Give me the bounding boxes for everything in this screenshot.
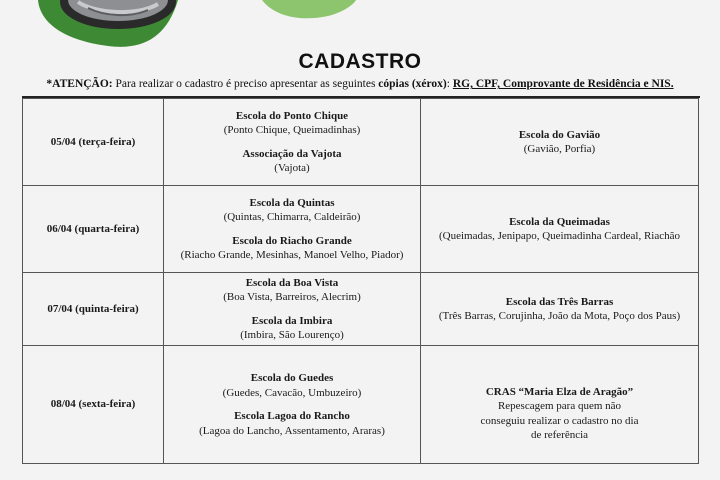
page-title: CADASTRO: [298, 50, 422, 73]
notice-line: [0, 78, 720, 90]
venue-name: Escola Lagoa do Rancho: [234, 410, 350, 422]
venue-name: Escola do Gavião: [518, 128, 601, 141]
header-decoration-graphic: [0, 0, 720, 50]
notice-emphasis: cópias (xérox): [378, 78, 447, 90]
notice-colon: :: [446, 78, 453, 90]
venue-name: Escola da Boa Vista: [245, 276, 339, 289]
venue: [423, 215, 696, 244]
venue-areas: (Quintas, Chimarra, Caldeirão): [223, 211, 361, 223]
venue-areas: (Boa Vista, Barreiros, Alecrim): [223, 291, 361, 303]
venue-areas: (Lagoa do Lancho, Assentamento, Araras): [199, 424, 385, 437]
table-row: [23, 346, 699, 464]
venues-cell: [164, 99, 421, 186]
venue: [423, 295, 696, 324]
venue-name: Associação da Vajota: [242, 147, 342, 160]
venue: [166, 409, 418, 438]
venue-name: Escola do Riacho Grande: [232, 234, 352, 247]
schedule-table: [22, 98, 699, 464]
venue: [166, 196, 418, 225]
venues-cell: [421, 273, 699, 346]
venues-cell: [421, 346, 699, 464]
venue-areas: (Queimadas, Jenipapo, Queimadinha Cardeal, Riachão: [438, 230, 680, 242]
venues-cell: [164, 346, 421, 464]
table-row: [23, 273, 699, 346]
venue: [166, 371, 418, 400]
notice-label: *ATENÇÃO:: [46, 78, 113, 90]
venue: [423, 128, 696, 157]
venue: [166, 109, 418, 138]
venue-name: Escola das Três Barras: [505, 295, 614, 308]
venue-name: Escola da Imbira: [251, 314, 333, 327]
venue-areas: (Ponto Chique, Queimadinhas): [223, 124, 361, 136]
venue-areas: (Vajota): [274, 162, 310, 174]
venues-cell: [421, 186, 699, 273]
date-cell: 05/04 (terça-feira): [23, 99, 164, 186]
venue-areas: (Riacho Grande, Mesinhas, Manoel Velho, Piador): [180, 249, 404, 261]
date-cell: 06/04 (quarta-feira): [23, 186, 164, 273]
venues-cell: [164, 186, 421, 273]
venues-cell: [421, 99, 699, 186]
required-documents: RG, CPF, Comprovante de Residência e NIS.: [452, 78, 674, 90]
venue: [166, 276, 418, 305]
venue-areas: (Guedes, Cavacão, Umbuzeiro): [222, 386, 362, 399]
table-row: [23, 186, 699, 273]
venue-areas: (Três Barras, Corujinha, João da Mota, Poço dos Paus): [438, 310, 681, 322]
notice-text: Para realizar o cadastro é preciso apresentar as seguintes: [112, 78, 379, 90]
venue-name: Escola da Queimadas: [509, 215, 610, 228]
venue-name: CRAS “Maria Elza de Aragão”: [485, 385, 634, 398]
date-cell: 07/04 (quinta-feira): [23, 273, 164, 346]
venues-cell: [164, 273, 421, 346]
leaf-right-graphic: [262, 0, 356, 18]
table-row: [23, 99, 699, 186]
venue: [429, 385, 690, 443]
venue-areas: (Imbira, São Lourenço): [240, 329, 344, 341]
venue-name: Escola do Guedes: [250, 372, 334, 384]
date-cell: 08/04 (sexta-feira): [23, 346, 164, 464]
venue-areas: (Gavião, Porfia): [523, 143, 596, 155]
venue-name: Escola da Quintas: [249, 196, 335, 209]
venue: [166, 147, 418, 176]
venue-name: Escola do Ponto Chique: [235, 109, 349, 122]
venue: [166, 314, 418, 343]
venue-areas: Repescagem para quem não conseguiu realizar o cadastro no dia de referência: [480, 400, 639, 441]
venue: [166, 234, 418, 263]
